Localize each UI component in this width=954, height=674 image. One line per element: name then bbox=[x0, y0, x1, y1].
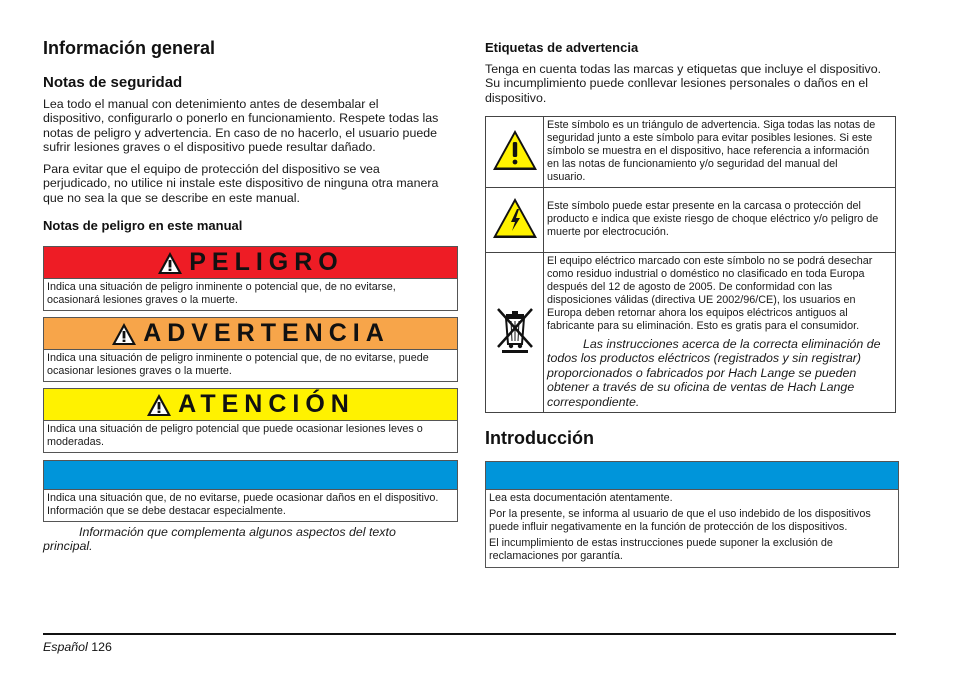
caution-banner bbox=[44, 389, 457, 420]
note-text: Información que complementa algunos aspectos del texto principal. bbox=[43, 525, 396, 554]
intro-notice-box bbox=[485, 461, 899, 568]
symbol-row bbox=[486, 117, 896, 188]
warning-description: Indica una situación de peligro inminente o potencial que, de no evitarse, puede ocasionar lesiones graves o la muerte. bbox=[44, 349, 457, 381]
intro-paragraph: Por la presente, se informa al usuario de que el uso indebido de los dispositivos puede influir negativamente en la función de protección de los dispositivos. bbox=[489, 508, 871, 533]
page-number: 126 bbox=[91, 640, 112, 654]
intro-notice-banner bbox=[486, 462, 898, 489]
symbol-icon-cell bbox=[486, 253, 544, 413]
disposal-note: Las instrucciones acerca de la correcta eliminación de todos los productos eléctricos (registrados y sin registrar) proporcionados o fabricados por Hach Lange se pueden obtener a través de su oficina de ventas de Hach Lange correspondiente. bbox=[547, 337, 881, 409]
safety-paragraph-2: Para evitar que el equipo de protección del dispositivo se vea perjudicado, no utilice ni instale este dispositivo de ninguna otra manera que no sea la que se describe en este manual. bbox=[43, 162, 439, 205]
intro-paragraph: Lea esta documentación atentamente. bbox=[489, 492, 673, 504]
symbols-table bbox=[485, 116, 896, 413]
labels-heading: Etiquetas de advertencia bbox=[485, 40, 639, 55]
symbol-icon-cell bbox=[486, 117, 544, 188]
caution-label: ATENCIÓN bbox=[178, 390, 355, 418]
danger-description: Indica una situación de peligro inminente o potencial que, de no evitarse, ocasionará lesiones graves o la muerte. bbox=[44, 278, 457, 310]
warning-box bbox=[43, 317, 458, 382]
danger-box bbox=[43, 246, 458, 311]
symbol-description: El equipo eléctrico marcado con este símbolo no se podrá desechar como residuo industrial o doméstico no clasificado en toda Europa después del 12 de agosto de 2005. De conformidad con las disposiciones válidas (directiva UE 2002/96/CE), los usuarios en Europa deben retornar ahora los equipos eléctricos antiguos al fabricante para su eliminación. Esto es gratis para el consumidor. Las instrucciones acerca de la correcta eliminación de todos los productos eléctricos (registrados y sin registrar) proporcionados o fabricados por Hach Lange se pueden obtener a través de su oficina de ventas de Hach Lange correspondiente. bbox=[544, 253, 896, 413]
intro-paragraph: El incumplimiento de estas instrucciones puede suponer la exclusión de reclamaciones por garantía. bbox=[489, 537, 833, 562]
symbol-description: Este símbolo es un triángulo de advertencia. Siga todas las notas de seguridad junto a este símbolo para evitar posibles lesiones. Si este símbolo se muestra en el dispositivo, hace referencia a información en las notas de funcionamiento y/o seguridad del manual del usuario. bbox=[544, 117, 896, 188]
safety-paragraph-1: Lea todo el manual con detenimiento antes de desembalar el dispositivo, configurarlo o ponerlo en funcionamiento. Respete todas las notas de peligro y advertencia. En caso de no hacerlo, el usuario puede sufrir lesiones graves o el dispositivo puede resultar dañado. bbox=[43, 97, 439, 155]
crossed-bin-icon bbox=[492, 306, 538, 354]
safety-heading: Notas de seguridad bbox=[43, 74, 183, 91]
page-footer bbox=[43, 640, 112, 654]
warning-triangle-icon bbox=[492, 129, 538, 171]
introduction-title: Introducción bbox=[485, 428, 594, 448]
warning-triangle-icon bbox=[157, 251, 183, 275]
danger-banner bbox=[44, 247, 457, 278]
symbol-row bbox=[486, 188, 896, 253]
notice-banner bbox=[44, 461, 457, 489]
symbol-description: Este símbolo puede estar presente en la carcasa o protección del producto e indica que existe riesgo de choque eléctrico y/o peligro de muerte por electrocución. bbox=[544, 188, 896, 253]
labels-paragraph: Tenga en cuenta todas las marcas y etiquetas que incluye el dispositivo. Su incumplimiento puede conllevar lesiones personales o daños en el dispositivo. bbox=[485, 62, 882, 105]
electric-shock-icon bbox=[492, 197, 538, 239]
warning-triangle-icon bbox=[146, 393, 172, 417]
notice-box bbox=[43, 460, 458, 522]
intro-notice-content bbox=[486, 489, 898, 567]
warning-banner bbox=[44, 318, 457, 349]
danger-label: PELIGRO bbox=[189, 248, 344, 276]
section-title: Información general bbox=[43, 38, 216, 58]
warning-triangle-icon bbox=[111, 322, 137, 346]
symbol-row bbox=[486, 253, 896, 413]
caution-box bbox=[43, 388, 458, 453]
symbol-icon-cell bbox=[486, 188, 544, 253]
notice-description: Indica una situación que, de no evitarse, puede ocasionar daños en el dispositivo. Información que se debe destacar especialmente. bbox=[44, 489, 457, 521]
warning-label: ADVERTENCIA bbox=[143, 319, 390, 347]
footer-language: Español bbox=[43, 640, 88, 654]
footer-rule bbox=[43, 633, 896, 635]
caution-description: Indica una situación de peligro potencial que puede ocasionar lesiones leves o moderadas. bbox=[44, 420, 457, 452]
hazard-notes-heading: Notas de peligro en este manual bbox=[43, 218, 243, 233]
